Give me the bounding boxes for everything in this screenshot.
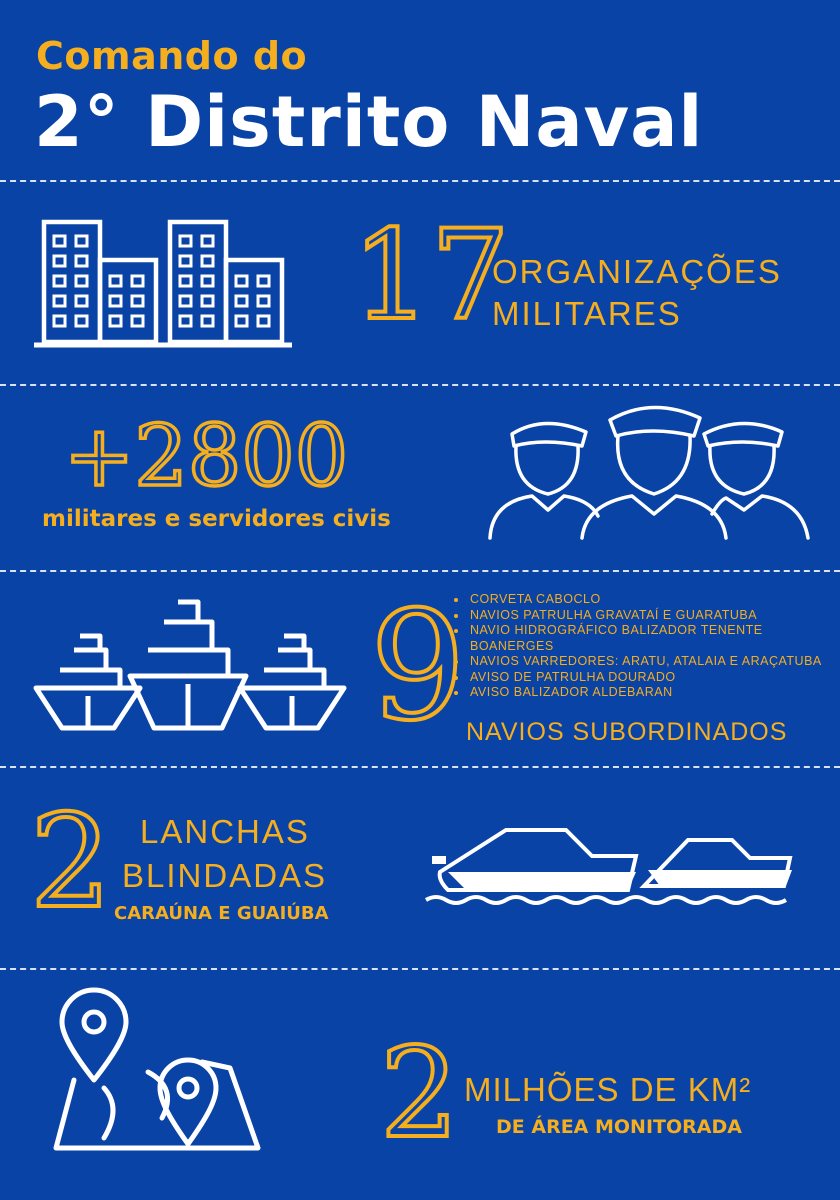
organizations-label-line-2: MILITARES [492,295,682,332]
organizations-label-line-1: ORGANIZAÇÕES [492,253,782,290]
area-number: 2 [380,1022,459,1166]
title-line-2: 2° Distrito Naval [34,81,704,163]
boats-label-line-2: BLINDADAS [122,857,328,894]
divider [0,180,840,182]
personnel-label: militares e servidores civis [42,506,391,532]
boats-names: CARAÚNA E GUAIÚBA [114,903,329,924]
list-item: • AVISO DE PATRULHA DOURADO [468,670,828,686]
divider [0,766,840,768]
list-item: • CORVETA CABOCLO [468,592,828,608]
ships-icon [30,596,350,736]
list-item: • AVISO BALIZADOR ALDEBARAN [468,685,828,701]
title-line-1: Comando do [36,34,308,78]
sailors-icon [486,398,816,540]
ships-number: 9 [370,580,466,754]
personnel-number: +2800 [64,407,349,505]
area-sublabel: DE ÁREA MONITORADA [496,1116,742,1138]
map-pins-icon [52,988,272,1156]
divider [0,384,840,386]
speedboats-icon [426,820,806,910]
list-item: • NAVIOS VARREDORES: ARATU, ATALAIA E ARAÇATUBA [468,654,828,670]
buildings-icon [34,218,294,350]
divider [0,968,840,970]
boats-number: 2 [30,788,112,937]
area-label: MILHÕES DE KM² [464,1071,752,1108]
ships-list [446,592,828,701]
list-item: • NAVIO HIDROGRÁFICO BALIZADOR TENENTE BOANERGES [468,623,828,654]
divider [0,570,840,572]
boats-label-line-1: LANCHAS [140,813,310,850]
ships-label: NAVIOS SUBORDINADOS [466,718,788,746]
organizations-number: 17 [352,204,510,348]
list-item: • NAVIOS PATRULHA GRAVATAÍ E GUARATUBA [468,608,828,624]
